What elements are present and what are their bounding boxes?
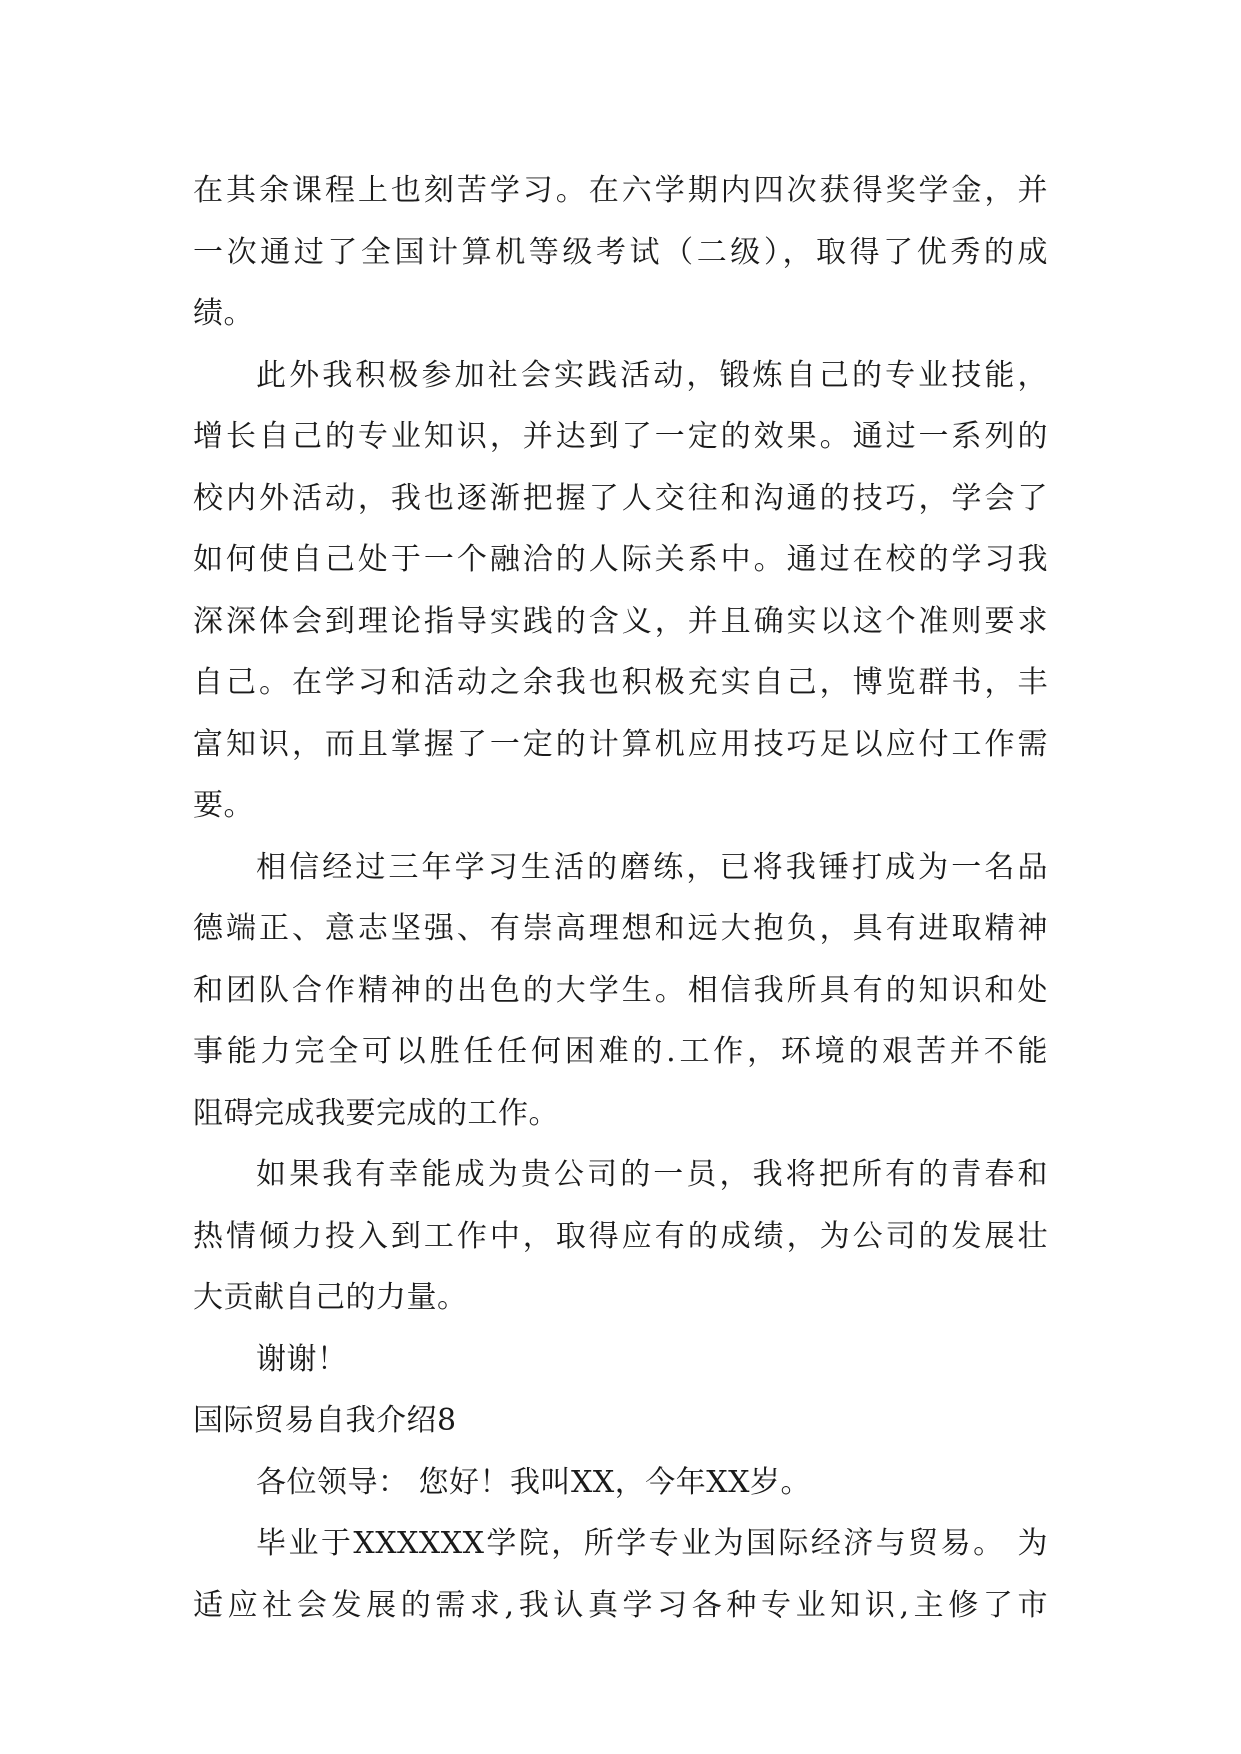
text-line: 在其余课程上也刻苦学习。在六学期内四次获得奖学金，并	[193, 173, 1048, 208]
text-line: 校内外活动，我也逐渐把握了人交往和沟通的技巧，学会了	[193, 480, 1048, 516]
text-line: 大贡献自己的力量。	[193, 1280, 468, 1315]
document-page	[193, 160, 1048, 1636]
text-line: 深深体会到理论指导实践的含义，并且确实以这个准则要求	[193, 603, 1048, 639]
text-line: 适应社会发展的需求,我认真学习各种专业知识,主修了市	[193, 1587, 1048, 1623]
text-line: 增长自己的专业知识，并达到了一定的效果。通过一系列的	[193, 419, 1048, 454]
text-line: 相信经过三年学习生活的磨练，已将我锤打成为一名品	[256, 849, 1048, 885]
text-line: 国际贸易自我介绍8	[193, 1403, 457, 1438]
text-line: 各位领导： 您好！我叫XX，今年XX岁。	[256, 1464, 811, 1500]
text-line: 此外我积极参加社会实践活动，锻炼自己的专业技能，	[256, 357, 1048, 393]
text-line: 一次通过了全国计算机等级考试（二级），取得了优秀的成	[193, 234, 1048, 270]
text-line: 事能力完全可以胜任任何困难的.工作，环境的艰苦并不能	[193, 1034, 1048, 1069]
text-line: 热情倾力投入到工作中，取得应有的成绩，为公司的发展壮	[193, 1218, 1048, 1254]
text-line: 和团队合作精神的出色的大学生。相信我所具有的知识和处	[193, 972, 1048, 1008]
text-line: 谢谢！	[256, 1341, 348, 1377]
text-line: 毕业于XXXXXX学院，所学专业为国际经济与贸易。 为	[256, 1526, 1048, 1561]
text-line: 德端正、意志坚强、有崇高理想和远大抱负，具有进取精神	[193, 911, 1048, 946]
text-line: 富知识，而且掌握了一定的计算机应用技巧足以应付工作需	[193, 726, 1048, 762]
text-line: 要。	[193, 788, 254, 823]
text-line: 绩。	[193, 296, 254, 331]
text-line: 如何使自己处于一个融洽的人际关系中。通过在校的学习我	[193, 542, 1048, 577]
text-line: 自己。在学习和活动之余我也积极充实自己，博览群书，丰	[193, 665, 1048, 700]
text-line: 阻碍完成我要完成的工作。	[193, 1095, 559, 1131]
text-line: 如果我有幸能成为贵公司的一员，我将把所有的青春和	[256, 1157, 1048, 1192]
